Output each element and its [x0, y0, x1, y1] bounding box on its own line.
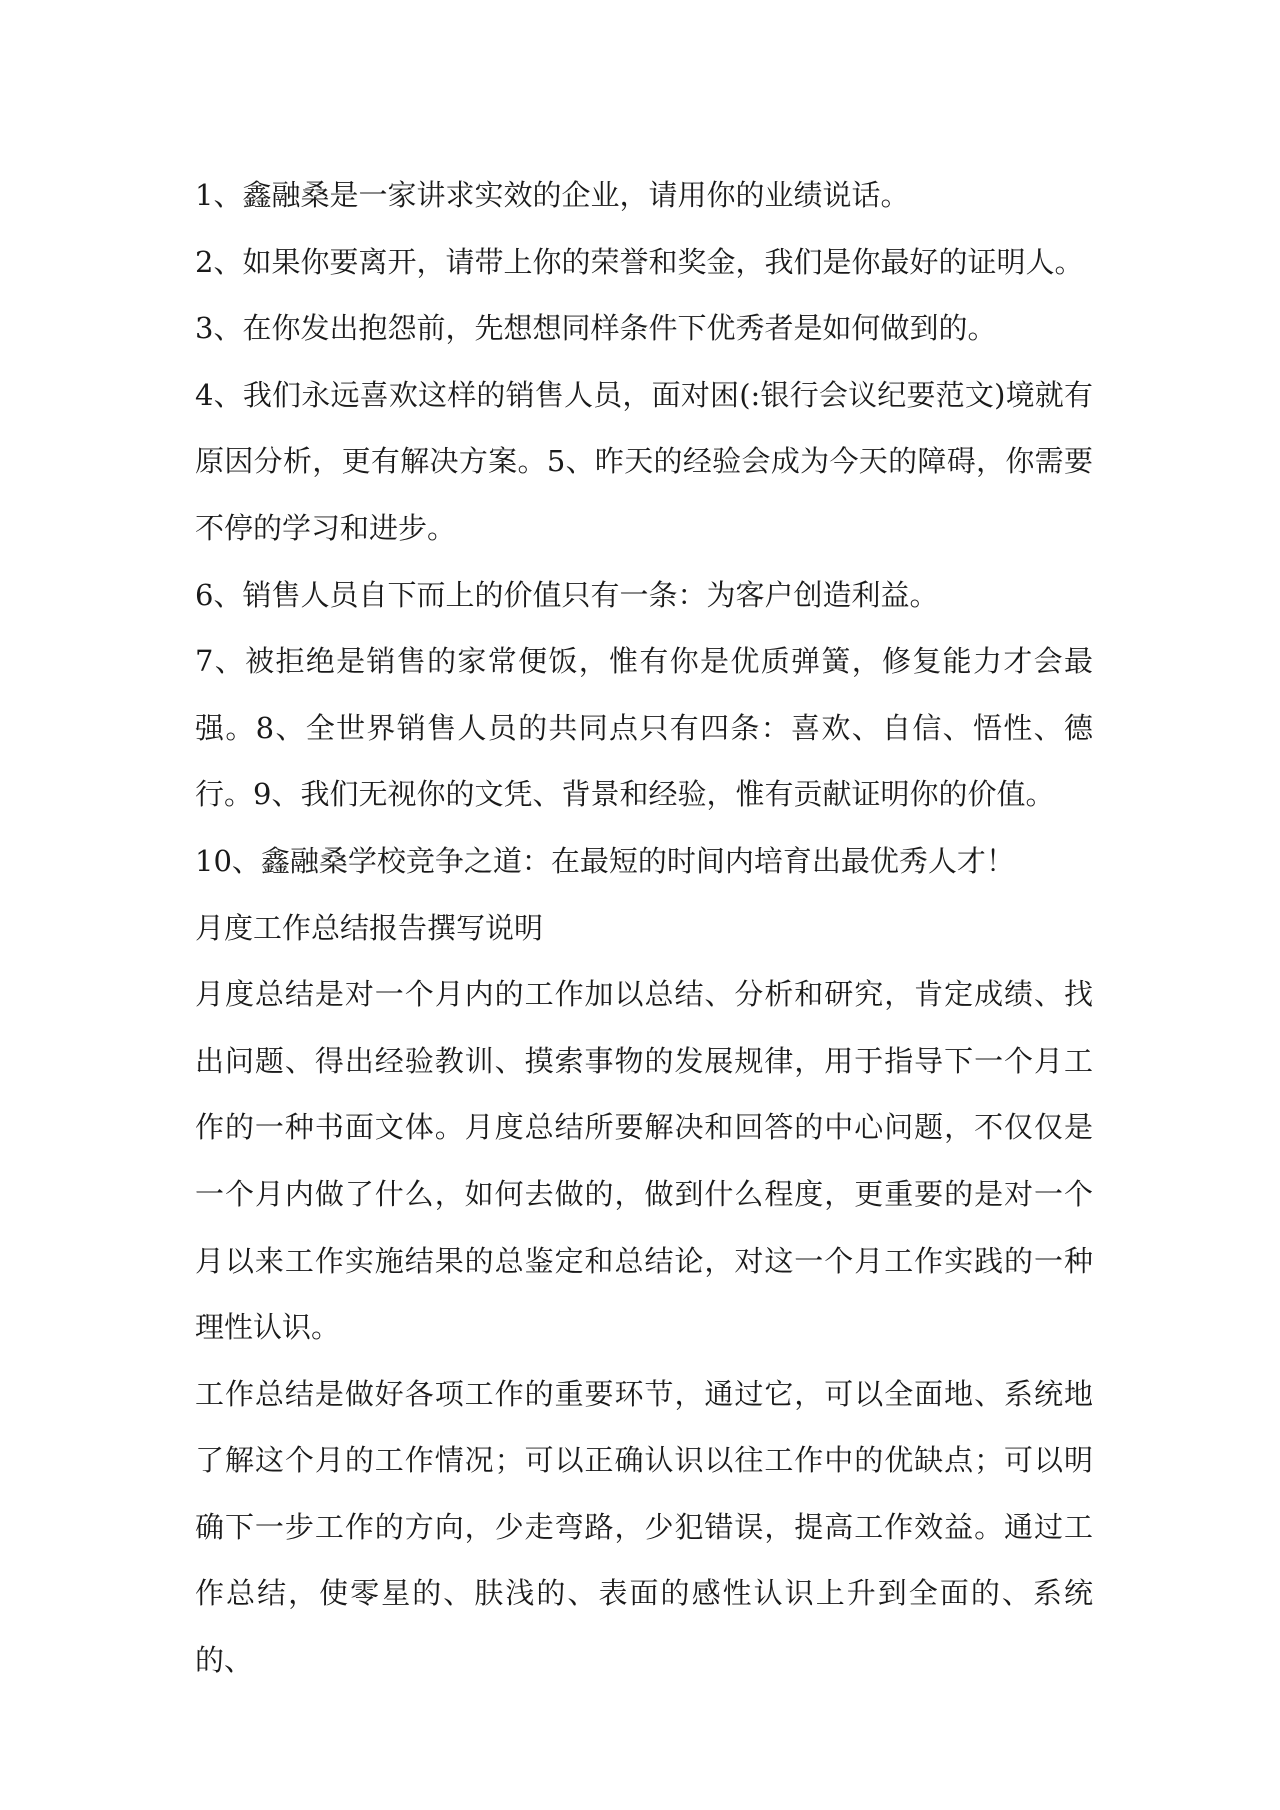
paragraph-5: 6、销售人员自下而上的价值只有一条：为客户创造利益。 [195, 577, 939, 612]
paragraph-7: 10、鑫融桑学校竞争之道：在最短的时间内培育出最优秀人才！ [195, 843, 1015, 878]
document-body [195, 162, 1093, 1694]
paragraph-3: 3、在你发出抱怨前，先想想同样条件下优秀者是如何做到的。 [195, 311, 997, 346]
paragraph-9: 工作总结是做好各项工作的重要环节，通过它，可以全面地、系统地了解这个月的工作情况；可以正确认识以往工作中的优缺点；可以明确下一步工作的方向，少走弯路，少犯错误，提高工作效益。通过工作总结，使零星的、肤浅的、表面的感性认识上升到全面的、系统的、 [195, 1376, 1093, 1678]
paragraph-4: 4、我们永远喜欢这样的销售人员，面对困(:银行会议纪要范文)境就有原因分析，更有解决方案。5、昨天的经验会成为今天的障碍，你需要不停的学习和进步。 [195, 377, 1093, 545]
section-title: 月度工作总结报告撰写说明 [195, 910, 544, 945]
paragraph-2: 2、如果你要离开，请带上你的荣誉和奖金，我们是你最好的证明人。 [195, 244, 1084, 279]
paragraph-6: 7、被拒绝是销售的家常便饭，惟有你是优质弹簧，修复能力才会最强。8、全世界销售人员的共同点只有四条：喜欢、自信、悟性、德行。9、我们无视你的文凭、背景和经验，惟有贡献证明你的价值。 [195, 644, 1093, 812]
paragraph-1: 1、鑫融桑是一家讲求实效的企业，请用你的业绩说话。 [195, 178, 910, 212]
paragraph-8: 月度总结是对一个月内的工作加以总结、分析和研究，肯定成绩、找出问题、得出经验教训、摸索事物的发展规律，用于指导下一个月工作的一种书面文体。月度总结所要解决和回答的中心问题，不仅仅是一个月内做了什么，如何去做的，做到什么程度，更重要的是对一个月以来工作实施结果的总鉴定和总结论，对这一个月工作实践的一种理性认识。 [195, 977, 1093, 1345]
